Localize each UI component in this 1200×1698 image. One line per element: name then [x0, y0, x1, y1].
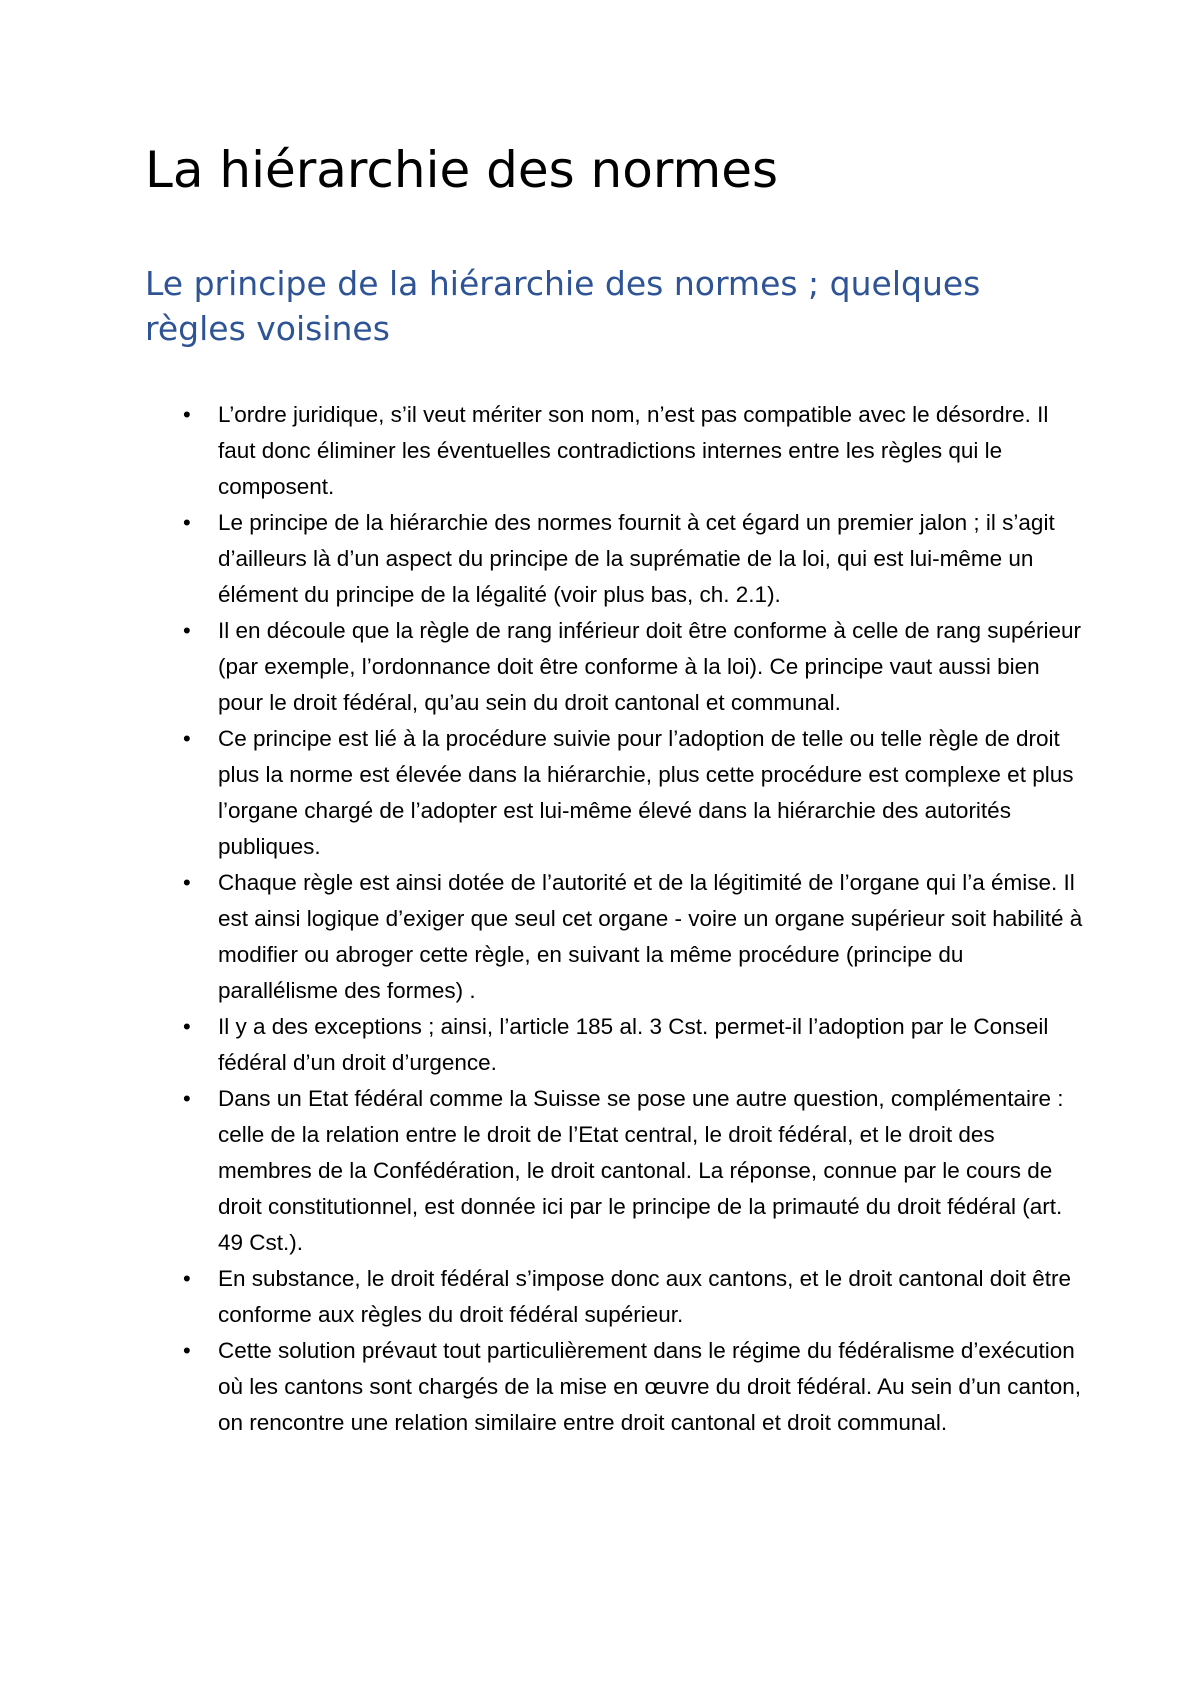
list-item-text: Il y a des exceptions ; ainsi, l’article 185 al. 3 Cst. permet-il l’adoption par le Conseil fédéral d’un droit d’urgence. — [218, 1014, 1049, 1075]
bullet-icon: • — [183, 870, 191, 895]
list-item — [145, 397, 1085, 505]
document-title: La hiérarchie des normes — [145, 141, 779, 199]
list-item — [145, 1261, 1085, 1333]
bullet-icon: • — [183, 726, 191, 751]
list-item — [145, 613, 1085, 721]
bullet-icon: • — [183, 510, 191, 535]
bullet-icon: • — [183, 1338, 191, 1363]
bullet-icon: • — [183, 1086, 191, 1111]
list-item-text: En substance, le droit fédéral s’impose donc aux cantons, et le droit cantonal doit être conforme aux règles du droit fédéral supérieur. — [218, 1266, 1072, 1327]
list-item — [145, 1081, 1085, 1261]
bullet-icon: • — [183, 1266, 191, 1291]
bullet-icon: • — [183, 1014, 191, 1039]
list-item-text: L’ordre juridique, s’il veut mériter son nom, n’est pas compatible avec le désordre. Il faut donc éliminer les éventuelles contradictions internes entre les règles qui le composent. — [218, 402, 1049, 499]
list-item-text: Ce principe est lié à la procédure suivie pour l’adoption de telle ou telle règle de droit plus la norme est élevée dans la hiérarchie, plus cette procédure est complexe et plus l’organe chargé de l’adopter est lui-même élevé dans la hiérarchie des autorités publiques. — [218, 726, 1074, 859]
bullet-list — [145, 397, 1085, 1441]
list-item — [145, 1333, 1085, 1441]
bullet-icon: • — [183, 618, 191, 643]
list-item-text: Chaque règle est ainsi dotée de l’autorité et de la légitimité de l’organe qui l’a émise. Il est ainsi logique d’exiger que seul cet organe - voire un organe supérieur soit habilité à modifier ou abroger cette règle, en suivant la même procédure (principe du parallélisme des formes) . — [218, 870, 1083, 1003]
list-item — [145, 1009, 1085, 1081]
list-item — [145, 505, 1085, 613]
list-item-text: Il en découle que la règle de rang inférieur doit être conforme à celle de rang supérieur (par exemple, l’ordonnance doit être conforme à la loi). Ce principe vaut aussi bien pour le droit fédéral, qu’au sein du droit cantonal et communal. — [218, 618, 1082, 715]
list-item-text: Dans un Etat fédéral comme la Suisse se pose une autre question, complémentaire : celle de la relation entre le droit de l’Etat central, le droit fédéral, et le droit des membres de la Confédération, le droit cantonal. La réponse, connue par le cours de droit constitutionnel, est donnée ici par le principe de la primauté du droit fédéral (art. 49 Cst.). — [218, 1086, 1064, 1255]
list-item — [145, 721, 1085, 865]
section-heading: Le principe de la hiérarchie des normes ; quelques règles voisines — [145, 264, 981, 348]
list-item-text: Cette solution prévaut tout particulièrement dans le régime du fédéralisme d’exécution où les cantons sont chargés de la mise en œuvre du droit fédéral. Au sein d’un canton, on rencontre une relation similaire entre droit cantonal et droit communal. — [218, 1338, 1082, 1435]
bullet-icon: • — [183, 402, 191, 427]
list-item-text: Le principe de la hiérarchie des normes fournit à cet égard un premier jalon ; il s’agit d’ailleurs là d’un aspect du principe de la suprématie de la loi, qui est lui-même un élément du principe de la légalité (voir plus bas, ch. 2.1). — [218, 510, 1055, 607]
list-item — [145, 865, 1085, 1009]
